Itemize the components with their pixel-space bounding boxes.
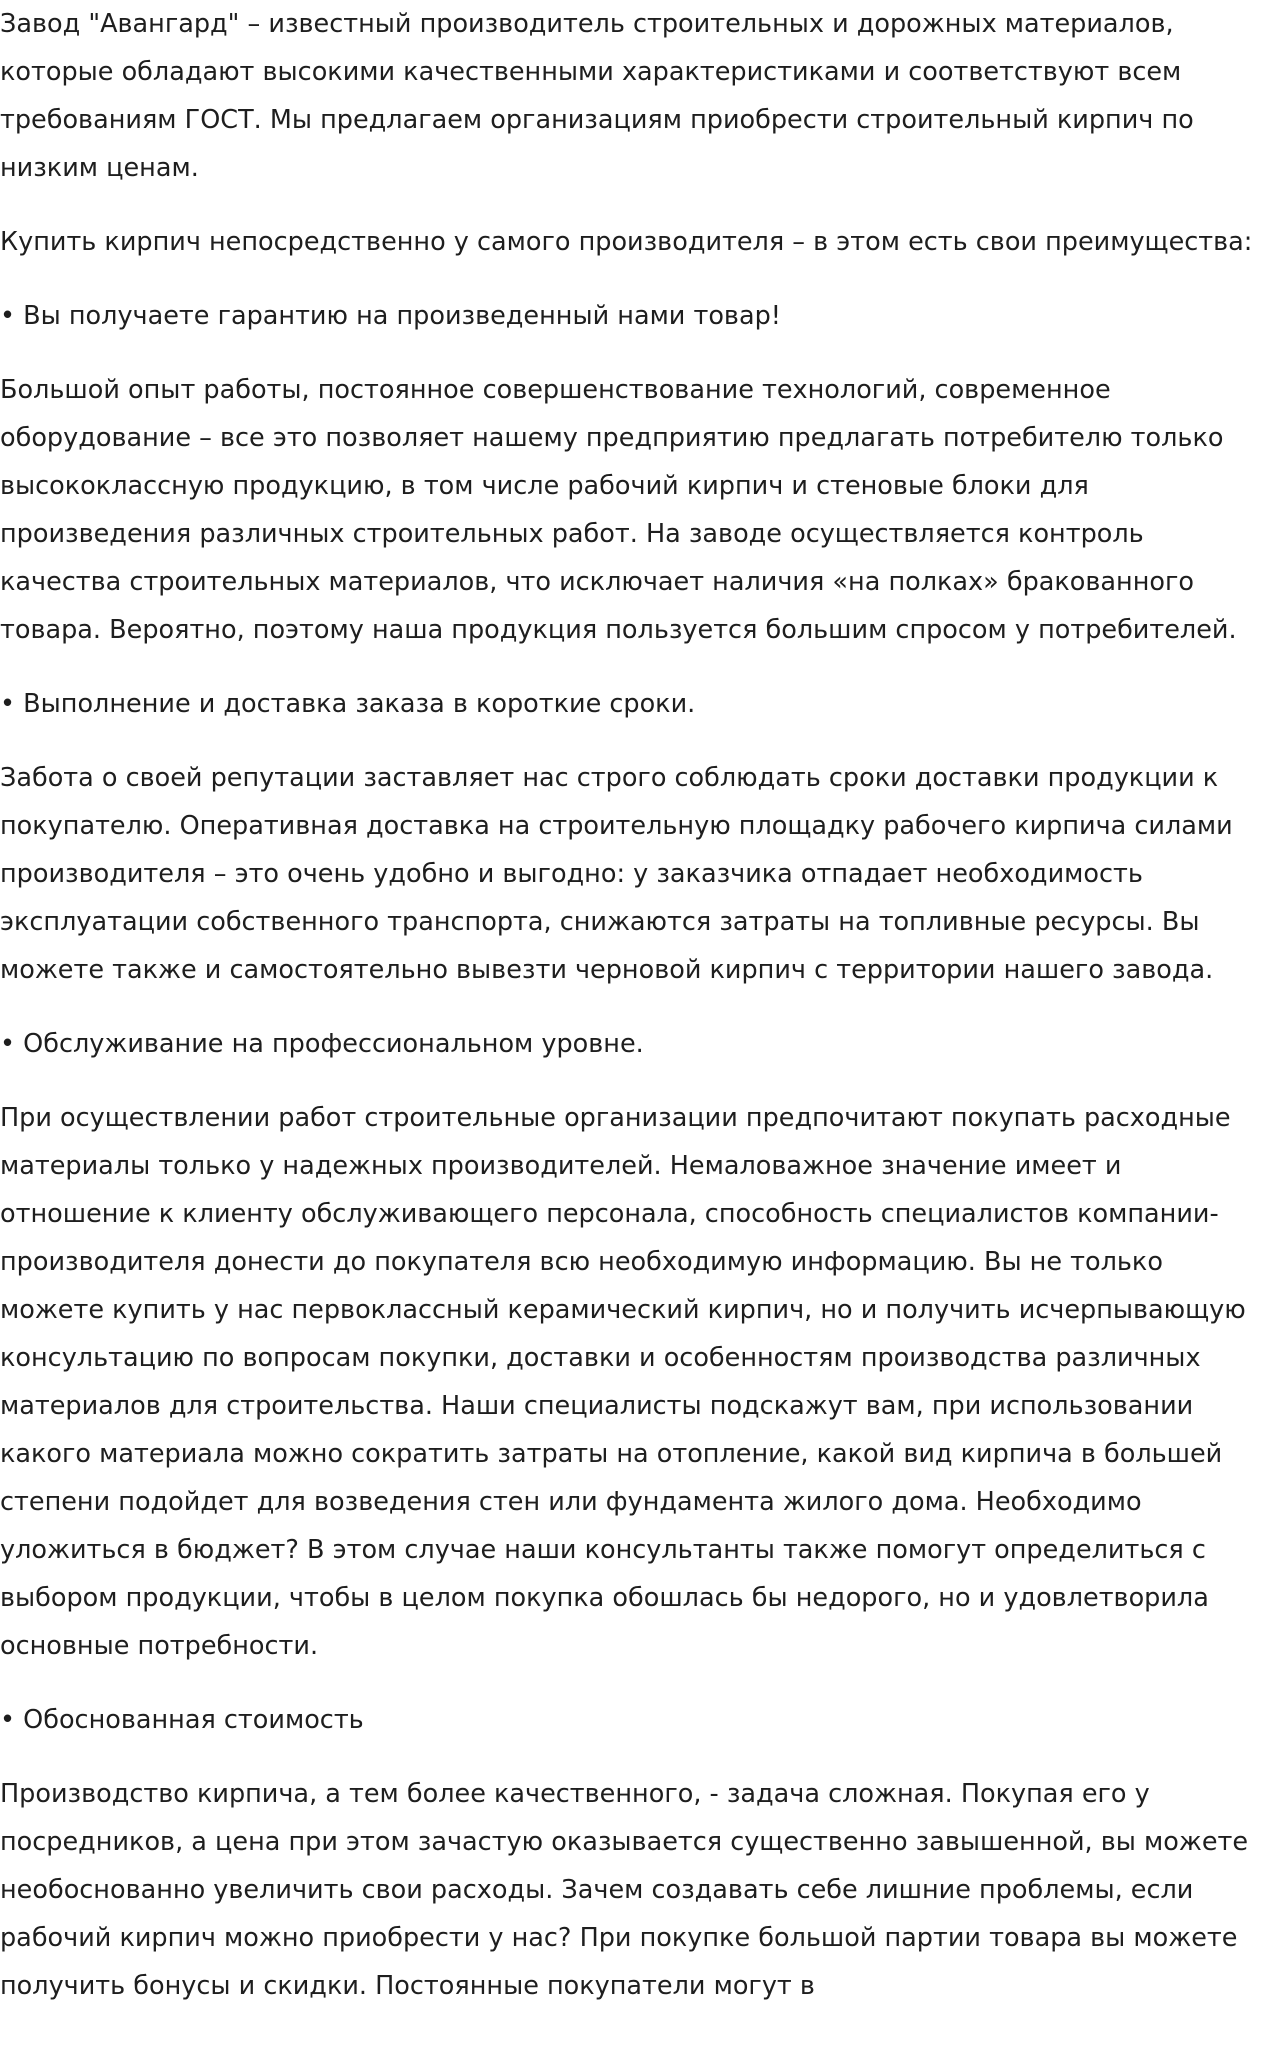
paragraph-delivery: Забота о своей репутации заставляет нас строго соблюдать сроки доставки продукции к покупателю. Оперативная доставка на строительную площадку рабочего кирпича силами производителя – это очень удобно и выгодно: у заказчика отпадает необходимость эксплуатации собственного транспорта, снижаются затраты на топливные ресурсы. Вы можете также и самостоятельно вывезти черновой кирпич с территории нашего завода. xyxy=(0,763,1233,985)
paragraph-advantages-intro: Купить кирпич непосредственно у самого производителя – в этом есть свои преимущества: xyxy=(0,227,1253,257)
paragraph-intro: Завод "Авангард" – известный производитель строительных и дорожных материалов, которые обладают высокими качественными характеристиками и соответствуют всем требованиям ГОСТ. Мы предлагаем организациям приобрести строительный кирпич по низким ценам. xyxy=(0,9,1194,183)
bullet-delivery: • Выполнение и доставка заказа в короткие сроки. xyxy=(0,689,696,719)
bullet-guarantee: • Вы получаете гарантию на произведенный нами товар! xyxy=(0,301,781,331)
paragraph-price: Производство кирпича, а тем более качественного, - задача сложная. Покупая его у посредников, а цена при этом зачастую оказывается существенно завышенной, вы можете необоснованно увеличить свои расходы. Зачем создавать себе лишние проблемы, если рабочий кирпич можно приобрести у нас? При покупке большой партии товара вы можете получить бонусы и скидки. Постоянные покупатели могут в xyxy=(0,1779,1249,2001)
paragraph-experience: Большой опыт работы, постоянное совершенствование технологий, современное оборудование – все это позволяет нашему предприятию предлагать потребителю только высококлассную продукцию, в том числе рабочий кирпич и стеновые блоки для произведения различных строительных работ. На заводе осуществляется контроль качества строительных материалов, что исключает наличия «на полках» бракованного товара. Вероятно, поэтому наша продукция пользуется большим спросом у потребителей. xyxy=(0,375,1237,645)
bullet-price: • Обоснованная стоимость xyxy=(0,1705,364,1735)
bullet-service: • Обслуживание на профессиональном уровне. xyxy=(0,1029,644,1059)
paragraph-service: При осуществлении работ строительные организации предпочитают покупать расходные материалы только у надежных производителей. Немаловажное значение имеет и отношение к клиенту обслуживающего персонала, способность специалистов компании-производителя донести до покупателя всю необходимую информацию. Вы не только можете купить у нас первоклассный керамический кирпич, но и получить исчерпывающую консультацию по вопросам покупки, доставки и особенностям производства различных материалов для строительства. Наши специалисты подскажут вам, при использовании какого материала можно сократить затраты на отопление, какой вид кирпича в большей степени подойдет для возведения стен или фундамента жилого дома. Необходимо уложиться в бюджет? В этом случае наши консультанты также помогут определиться с выбором продукции, чтобы в целом покупка обошлась бы недорого, но и удовлетворила основные потребности. xyxy=(0,1103,1246,1661)
